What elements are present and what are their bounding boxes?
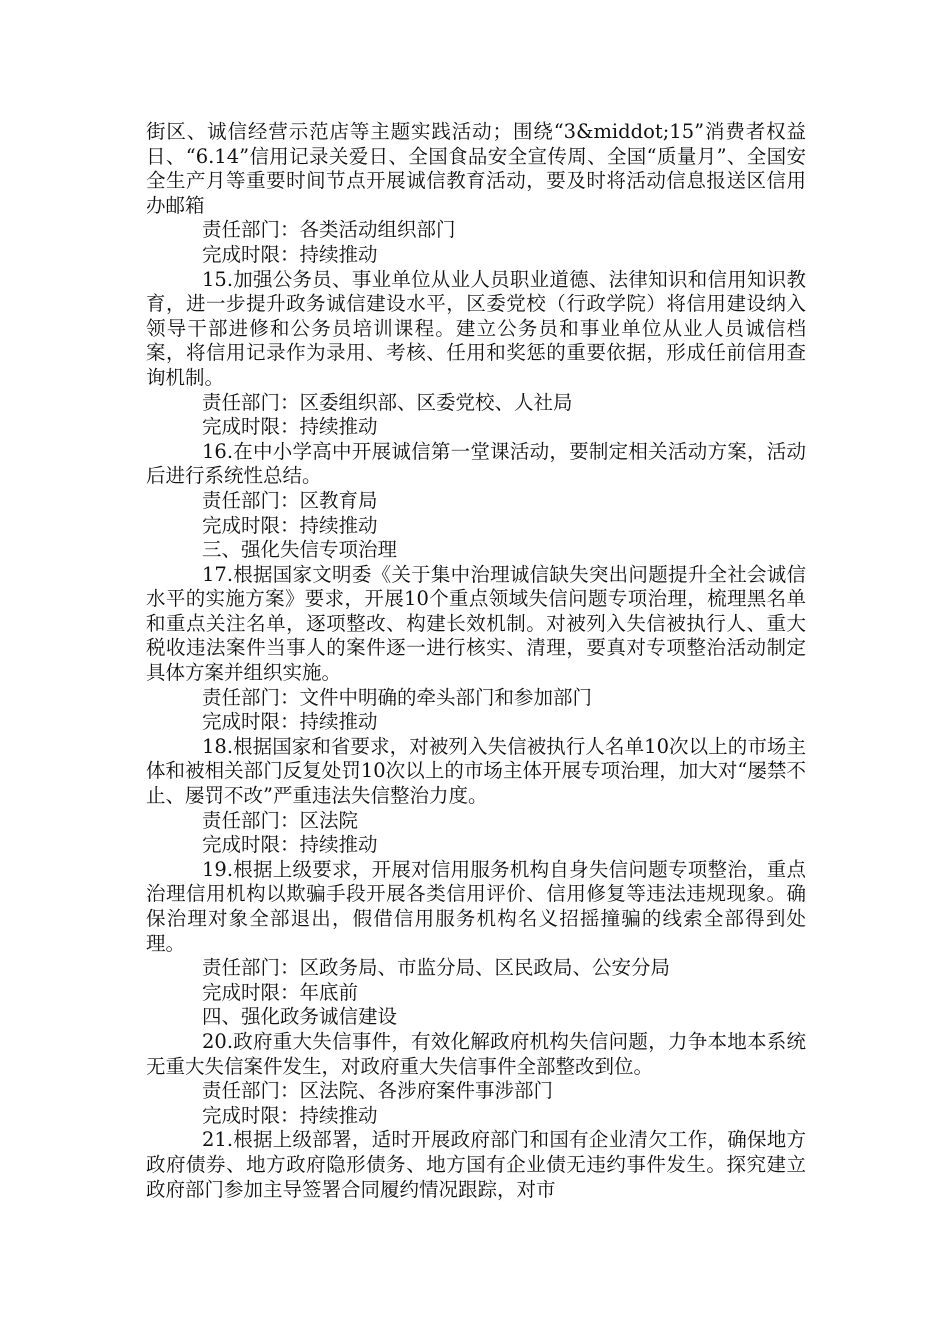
deadline: 完成时限：持续推动 <box>202 513 378 537</box>
item-20: 20.政府重大失信事件，有效化解政府机构失信问题，力争本地本系统无重大失信案件发生，对政府重大失信事件全部整改到位。 <box>146 1029 806 1078</box>
deadline: 完成时限：持续推动 <box>202 242 378 266</box>
item-21: 21.根据上级部署，适时开展政府部门和国有企业清欠工作，确保地方政府债券、地方政府隐形债务、地方国有企业债无违约事件发生。探究建立政府部门参加主导签署合同履约情况跟踪，对市 <box>146 1128 806 1201</box>
deadline: 完成时限：持续推动 <box>202 415 378 439</box>
responsible-department: 责任部门：区教育局 <box>202 488 378 512</box>
deadline: 完成时限：持续推动 <box>202 710 378 734</box>
deadline: 完成时限：持续推动 <box>202 1103 378 1127</box>
item-15: 15.加强公务员、事业单位从业人员职业道德、法律知识和信用知识教育，进一步提升政务诚信建设水平，区委党校（行政学院）将信用建设纳入领导干部进修和公务员培训课程。建立公务员和事业单位从业人员诚信档案，将信用记录作为录用、考核、任用和奖惩的重要依据，形成任前信用查询机制。 <box>146 267 806 389</box>
responsible-department: 责任部门：区政务局、市监分局、区民政局、公安分局 <box>202 956 671 980</box>
section-heading: 三、强化失信专项治理 <box>202 538 398 562</box>
item-18: 18.根据国家和省要求，对被列入失信被执行人名单10次以上的市场主体和被相关部门反复处罚10次以上的市场主体开展专项治理，加大对“屡禁不止、屡罚不改”严重违法失信整治力度。 <box>146 734 806 808</box>
item-16: 16.在中小学高中开展诚信第一堂课活动，要制定相关活动方案，活动后进行系统性总结。 <box>146 439 806 488</box>
item-17: 17.根据国家文明委《关于集中治理诚信缺失突出问题提升全社会诚信水平的实施方案》要求，开展10个重点领域失信问题专项治理，梳理黑名单和重点关注名单，逐项整改、构建长效机制。对被列入失信被执行人、重大税收违法案件当事人的案件逐一进行核实、清理，要真对专项整治活动制定具体方案并组织实施。 <box>146 562 806 685</box>
responsible-department: 责任部门：各类活动组织部门 <box>202 218 456 242</box>
paragraph-continuation: 街区、诚信经营示范店等主题实践活动；围绕“3&middot;15”消费者权益日、“6.14”信用记录关爱日、全国食品安全宣传周、全国“质量月”、全国安全生产月等重要时间节点开展诚信教育活动，要及时将活动信息报送区信用办邮箱 <box>146 120 806 217</box>
deadline: 完成时限：持续推动 <box>202 833 378 857</box>
responsible-department: 责任部门：文件中明确的牵头部门和参加部门 <box>202 685 593 709</box>
section-heading: 四、强化政务诚信建设 <box>202 1005 398 1029</box>
document-body <box>146 120 806 1202</box>
responsible-department: 责任部门：区法院、各涉府案件事涉部门 <box>202 1079 554 1103</box>
responsible-department: 责任部门：区委组织部、区委党校、人社局 <box>202 390 573 414</box>
deadline: 完成时限：年底前 <box>202 980 359 1004</box>
item-19: 19.根据上级要求，开展对信用服务机构自身失信问题专项整治，重点治理信用机构以欺骗手段开展各类信用评价、信用修复等违法违规现象。确保治理对象全部退出，假借信用服务机构名义招摇撞骗的线索全部得到处理。 <box>146 857 806 955</box>
responsible-department: 责任部门：区法院 <box>202 808 359 832</box>
